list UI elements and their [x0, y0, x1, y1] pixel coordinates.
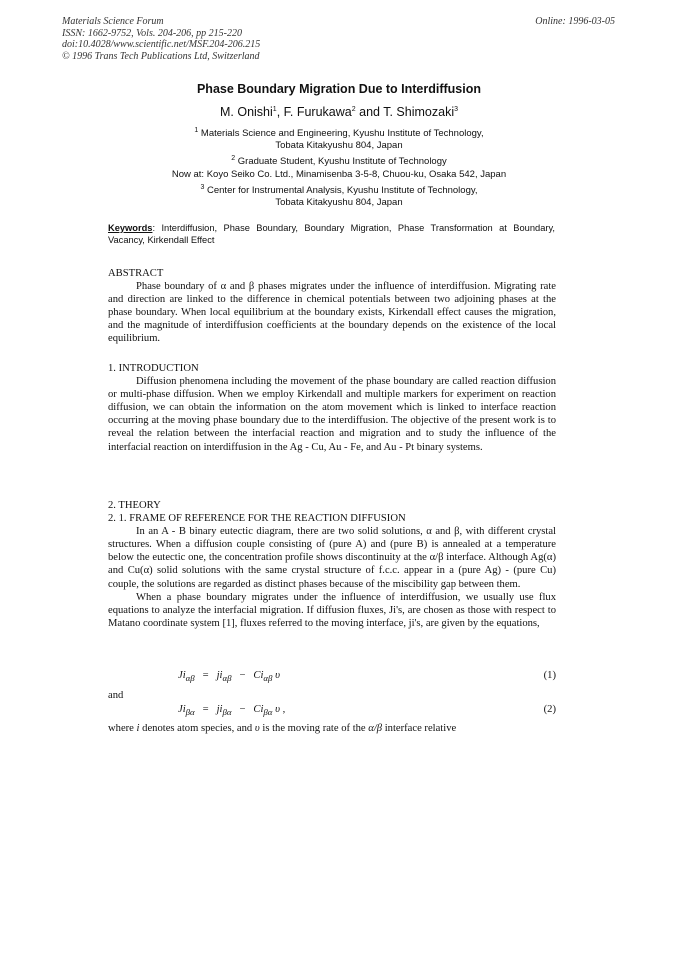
- eq-term: ji: [216, 670, 223, 681]
- text-run: α/β: [368, 723, 383, 734]
- affiliation-line: [0, 185, 678, 197]
- keywords-text: : Interdiffusion, Phase Boundary, Boundary Migration, Phase Transformation at Boundary, Vacancy, Kirkendall Effect: [108, 223, 555, 245]
- affiliation-line: [0, 128, 678, 140]
- eq-term: Ci: [253, 670, 264, 681]
- text-run: is the moving rate of the: [262, 723, 366, 734]
- theory-heading: 2. THEORY: [108, 500, 161, 511]
- eq-minus: −: [239, 670, 246, 681]
- eq-term: Ji: [178, 704, 186, 715]
- eq-subscript: βα: [222, 707, 232, 718]
- trailing-text: [108, 723, 556, 734]
- affiliation-text: Graduate Student, Kyushu Institute of Technology: [237, 156, 447, 168]
- introduction-text: Diffusion phenomena including the movement of the phase boundary are called reaction diffusion or multi-phase diffusion. When we employ Kirkendall and multiple markers for experiment on reaction diffusion, we can obtain the information on the atom movement which is linked to interface reaction occurring at the moving phase boundary due to the interdiffusion. The objective of the present work is to reveal the relation between the interfacial reaction and migration and to study the influence of the interfacial reaction on interdiffusion in the Ag - Cu, Au - Fe, and Au - Pt binary systems.: [108, 376, 556, 453]
- keywords-label: Keywords: [108, 223, 153, 233]
- affiliation-line: [0, 156, 678, 168]
- author-affiliation-mark: 1: [272, 105, 277, 113]
- eq-term: Ji: [178, 670, 186, 681]
- equation-2: [178, 704, 556, 717]
- affiliation-line: Now at: Koyo Seiko Co. Ltd., Minamisenba 3-5-8, Chuou-ku, Osaka 542, Japan: [171, 168, 507, 180]
- author-affiliation-mark: 2: [351, 105, 356, 113]
- abstract-text: Phase boundary of α and β phases migrates under the influence of interdiffusion. Migrating rate and direction are linked to the difference in chemical potentials between two adjoining phases at the phase boundary. When local equilibrium at the boundary exists, Kirkendall effect causes the migration, and the magnitude of interdiffusion coefficients at the boundary depends on the existence of the local equilibrium.: [108, 281, 556, 345]
- author-list: M. Onishi$^1$, F. Furukawa$^2$ and T. Shimozaki$^3$: [219, 105, 458, 119]
- theory-paragraph: When a phase boundary migrates under the influence of interdiffusion, we usually use flux equations to analyze the interfacial migration. If diffusion fluxes, Ji's, are chosen as those with respect to Matano coordinate system [1], fluxes referred to the moving interface, ji's, are given by the equations,: [108, 591, 556, 629]
- equation-number: (1): [543, 670, 556, 681]
- eq-term: υ: [275, 670, 280, 681]
- text-run: υ: [254, 723, 260, 734]
- author-name: T. Shimozaki: [383, 105, 455, 119]
- eq-subscript: αβ: [263, 673, 273, 684]
- eq-subscript: βα: [185, 707, 195, 718]
- theory-subheading: 2. 1. FRAME OF REFERENCE FOR THE REACTION DIFFUSION: [108, 513, 406, 525]
- introduction-heading: 1. INTRODUCTION: [108, 363, 199, 374]
- eq-subscript: αβ: [222, 673, 232, 684]
- equation-1: [178, 670, 556, 683]
- author-affiliation-mark: 3: [454, 105, 458, 113]
- author-name: F. Furukawa: [283, 105, 352, 119]
- affiliation-line: Tobata Kitakyushu 804, Japan: [275, 140, 403, 152]
- affiliation-text: Materials Science and Engineering, Kyushu Institute of Technology,: [200, 128, 484, 139]
- equation-connector: and: [108, 690, 124, 701]
- affiliation-number: 2: [231, 155, 236, 163]
- text-run: where: [108, 723, 134, 734]
- eq-equals: =: [202, 670, 209, 681]
- journal-name: Materials Science Forum: [62, 16, 164, 27]
- copyright-line: © 1996 Trans Tech Publications Ltd, Switzerland: [62, 50, 260, 62]
- affiliations: [0, 128, 678, 209]
- affiliation-number: 1: [194, 126, 199, 134]
- eq-term: Ci: [253, 704, 264, 715]
- doi-link[interactable]: doi:10.4028/www.scientific.net/MSF.204-206.215: [62, 39, 261, 50]
- introduction-section: [108, 362, 556, 454]
- paper-title: Phase Boundary Migration Due to Interdiffusion: [196, 82, 482, 96]
- text-run: denotes atom species, and: [142, 723, 253, 734]
- affiliation-text: Center for Instrumental Analysis, Kyushu Institute of Technology,: [207, 184, 478, 196]
- abstract-section: [108, 267, 556, 346]
- eq-term: ji: [216, 704, 223, 715]
- eq-term: υ ,: [275, 704, 286, 715]
- journal-header: [62, 16, 260, 62]
- author-name: M. Onishi: [219, 105, 273, 119]
- issn-line: ISSN: 1662-9752, Vols. 204-206, pp 215-220: [62, 27, 242, 39]
- text-run: i: [136, 723, 140, 734]
- abstract-heading: ABSTRACT: [108, 268, 164, 279]
- eq-subscript: βα: [263, 707, 273, 718]
- theory-section: [108, 499, 556, 630]
- eq-subscript: αβ: [185, 673, 195, 684]
- affiliation-number: 3: [200, 183, 205, 191]
- equation-number: (2): [543, 704, 556, 715]
- affiliation-line: Tobata Kitakyushu 804, Japan: [275, 197, 403, 209]
- keywords-block: [108, 222, 555, 246]
- online-date: Online: 1996-03-05: [535, 16, 615, 27]
- author-conjunction: and: [359, 105, 380, 119]
- eq-minus: −: [239, 704, 246, 715]
- text-run: interface relative: [384, 723, 457, 734]
- eq-equals: =: [202, 704, 209, 715]
- theory-paragraph: In an A - B binary eutectic diagram, there are two solid solutions, α and β, with different crystal structures. When a diffusion couple consisting of (pure A) and (pure B) is annealed at a temperature below the eutectic one, the concentration profile shows discontinuity at the α/β interface. Although Ag(α) and Cu(α) solid solutions with the same crystal structure of f.c.c. appear in a (pure Ag) - (pure Cu) couple, the solutions are regarded as distinct phases because of the miscibility gap between them.: [108, 526, 556, 590]
